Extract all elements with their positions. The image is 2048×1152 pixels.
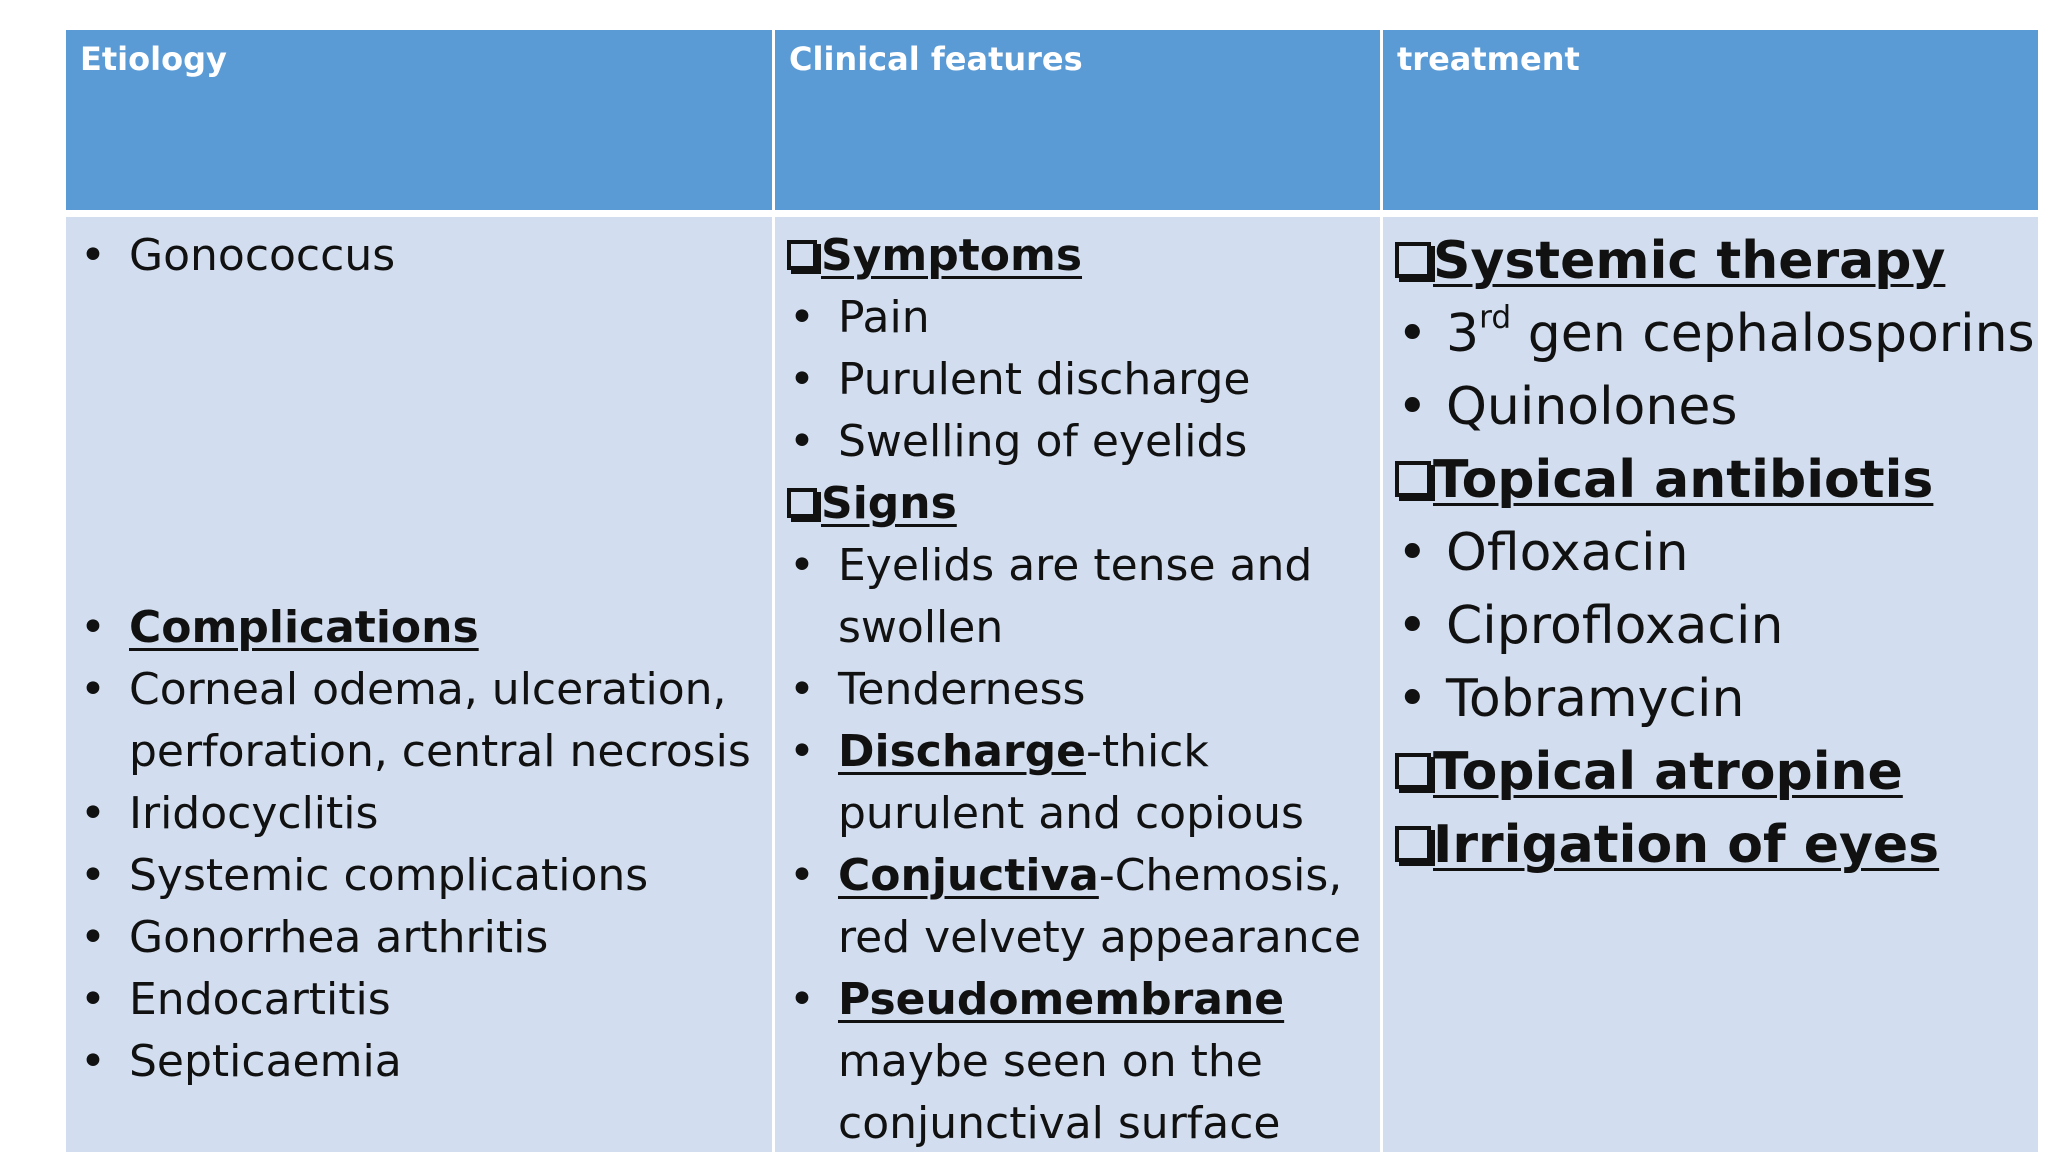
systemic-heading-item (1383, 225, 2038, 298)
list-item (775, 411, 1380, 473)
irrigation-heading: Irrigation of eyes (1433, 815, 1940, 875)
list-item (66, 597, 772, 659)
atropine-heading: Topical atropine (1433, 742, 1903, 802)
list-item (775, 535, 1380, 659)
checkbox-icon (1395, 826, 1431, 862)
list-item (775, 349, 1380, 411)
treatment-text: Ciprofloxacin (1446, 596, 1784, 656)
header-treatment: treatment (1383, 30, 2038, 210)
clinical-features-cell (775, 217, 1380, 1152)
list-item (66, 1031, 772, 1093)
sign-text: -Chemosis, red velvety appearance (838, 850, 1361, 963)
list-item (1383, 590, 2038, 663)
complications-list (66, 597, 772, 1093)
complication-text: Systemic complications (129, 850, 649, 901)
list-item (66, 659, 772, 783)
ordinal-suffix: rd (1479, 299, 1512, 336)
etiology-cell (66, 217, 772, 1152)
list-item (775, 845, 1380, 969)
treatment-cell (1383, 217, 2038, 1152)
atropine-heading-item (1383, 736, 2038, 809)
list-item (1383, 298, 2038, 371)
list-item (775, 659, 1380, 721)
symptom-text: Purulent discharge (838, 354, 1251, 405)
complication-text: Endocartitis (129, 974, 391, 1025)
complications-heading: Complications (129, 602, 479, 653)
list-item (1383, 517, 2038, 590)
list-item (775, 969, 1380, 1152)
header-clinical-features: Clinical features (775, 30, 1380, 210)
checkbox-icon (1395, 753, 1431, 789)
checkbox-icon (787, 240, 817, 270)
symptoms-heading-item (775, 225, 1380, 287)
topical-heading-item (1383, 444, 2038, 517)
list-item (66, 845, 772, 907)
content-table (66, 30, 2038, 1152)
treatment-text: gen cephalosporins (1511, 304, 2035, 364)
symptoms-heading: Symptoms (821, 230, 1083, 281)
complication-text: Iridocyclitis (129, 788, 379, 839)
checkbox-icon (1395, 461, 1431, 497)
signs-heading-item (775, 473, 1380, 535)
sign-text: Eyelids are tense and swollen (838, 540, 1313, 653)
ordinal-number: 3 (1446, 304, 1480, 364)
checkbox-icon (787, 488, 817, 518)
etiology-list (66, 225, 772, 287)
complication-text: Septicaemia (129, 1036, 402, 1087)
sign-term: Conjuctiva (838, 850, 1099, 901)
irrigation-heading-item (1383, 809, 2038, 882)
treatment-text: Quinolones (1446, 377, 1738, 437)
list-item (66, 225, 772, 287)
header-etiology: Etiology (66, 30, 772, 210)
spacer (66, 287, 772, 597)
clinical-list (775, 225, 1380, 1152)
checkbox-icon (1395, 242, 1431, 278)
treatment-list (1383, 225, 2038, 882)
symptom-text: Swelling of eyelids (838, 416, 1248, 467)
list-item (66, 783, 772, 845)
list-item (775, 287, 1380, 349)
list-item (1383, 371, 2038, 444)
list-item (1383, 663, 2038, 736)
complication-text: Corneal odema, ulceration, perforation, central necrosis (129, 664, 751, 777)
complication-text: Gonorrhea arthritis (129, 912, 549, 963)
list-item (66, 969, 772, 1031)
treatment-text: Ofloxacin (1446, 523, 1689, 583)
sign-text: Tenderness (838, 664, 1086, 715)
list-item (66, 907, 772, 969)
treatment-text: Tobramycin (1446, 669, 1745, 729)
signs-heading: Signs (821, 478, 957, 529)
sign-term: Pseudomembrane (838, 974, 1285, 1025)
symptom-text: Pain (838, 292, 930, 343)
list-item (775, 721, 1380, 845)
cause-text: Gonococcus (129, 230, 396, 281)
topical-heading: Topical antibiotis (1433, 450, 1934, 510)
systemic-heading: Systemic therapy (1433, 231, 1946, 291)
sign-term: Discharge (838, 726, 1086, 777)
sign-text: -thick purulent and copious (838, 726, 1304, 839)
sign-text: maybe seen on the conjunctival surface (838, 1036, 1281, 1149)
